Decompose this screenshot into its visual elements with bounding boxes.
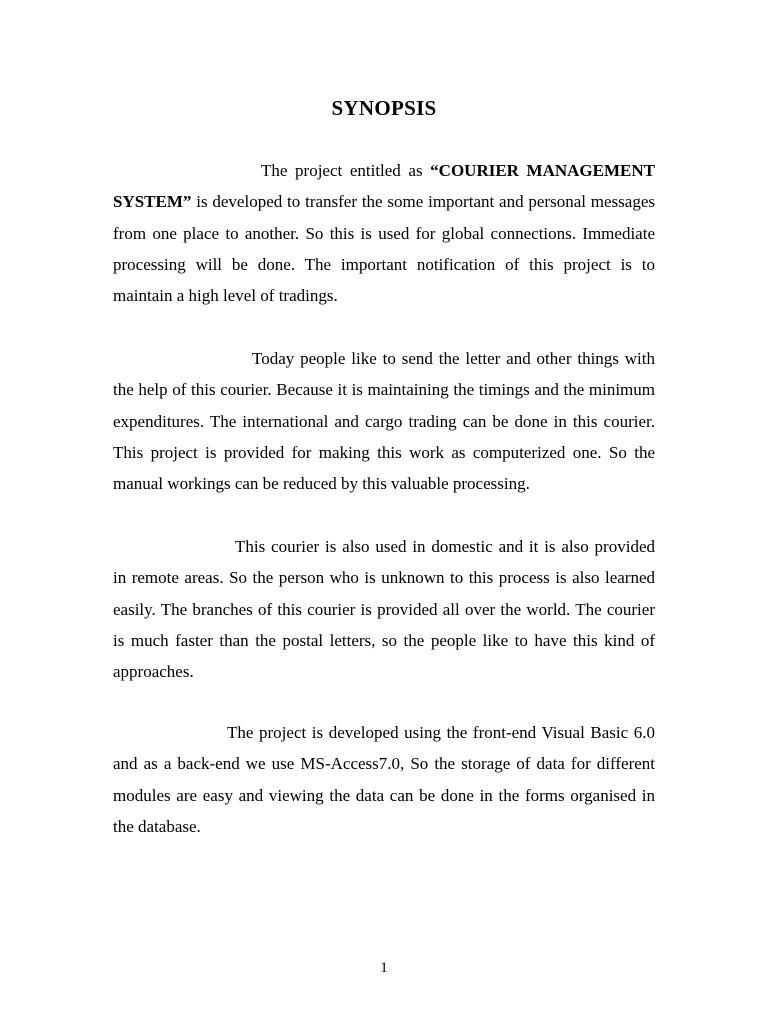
- page-title: SYNOPSIS: [331, 96, 437, 120]
- paragraph-intro-rest: is developed to transfer the some important and personal messages from one place to another. So this is used for global connections. Immediate processing will be done. The important notification of this project is to maintain a high level of tradings.: [113, 192, 655, 306]
- paragraph-technology: [113, 717, 655, 842]
- paragraph-technology-text: The project is developed using the front-end Visual Basic 6.0 and as a back-end we use MS-Access7.0, So the storage of data for different modules are easy and viewing the data can be done in the forms organised in the database.: [113, 723, 655, 836]
- paragraph-domestic: [113, 531, 655, 687]
- page-number: 1: [380, 960, 388, 976]
- paragraph-usage-text: Today people like to send the letter and other things with the help of this courier. Because it is maintaining the timings and the minimum expenditures. The international and cargo trading can be done in this courier. This project is provided for making this work as computerized one. So the manual workings can be reduced by this valuable processing.: [113, 349, 655, 494]
- paragraph-domestic-text: This courier is also used in domestic and it is also provided in remote areas. So the person who is unknown to this process is also learned easily. The branches of this courier is provided all over the world. The courier is much faster than the postal letters, so the people like to have this kind of approaches.: [113, 537, 655, 682]
- paragraph-intro-text: The project entitled as: [261, 161, 431, 180]
- project-name: “COURIER MANAGEMENT SYSTEM”: [113, 161, 655, 212]
- paragraph-usage: [113, 343, 655, 499]
- paragraph-intro: [113, 155, 655, 311]
